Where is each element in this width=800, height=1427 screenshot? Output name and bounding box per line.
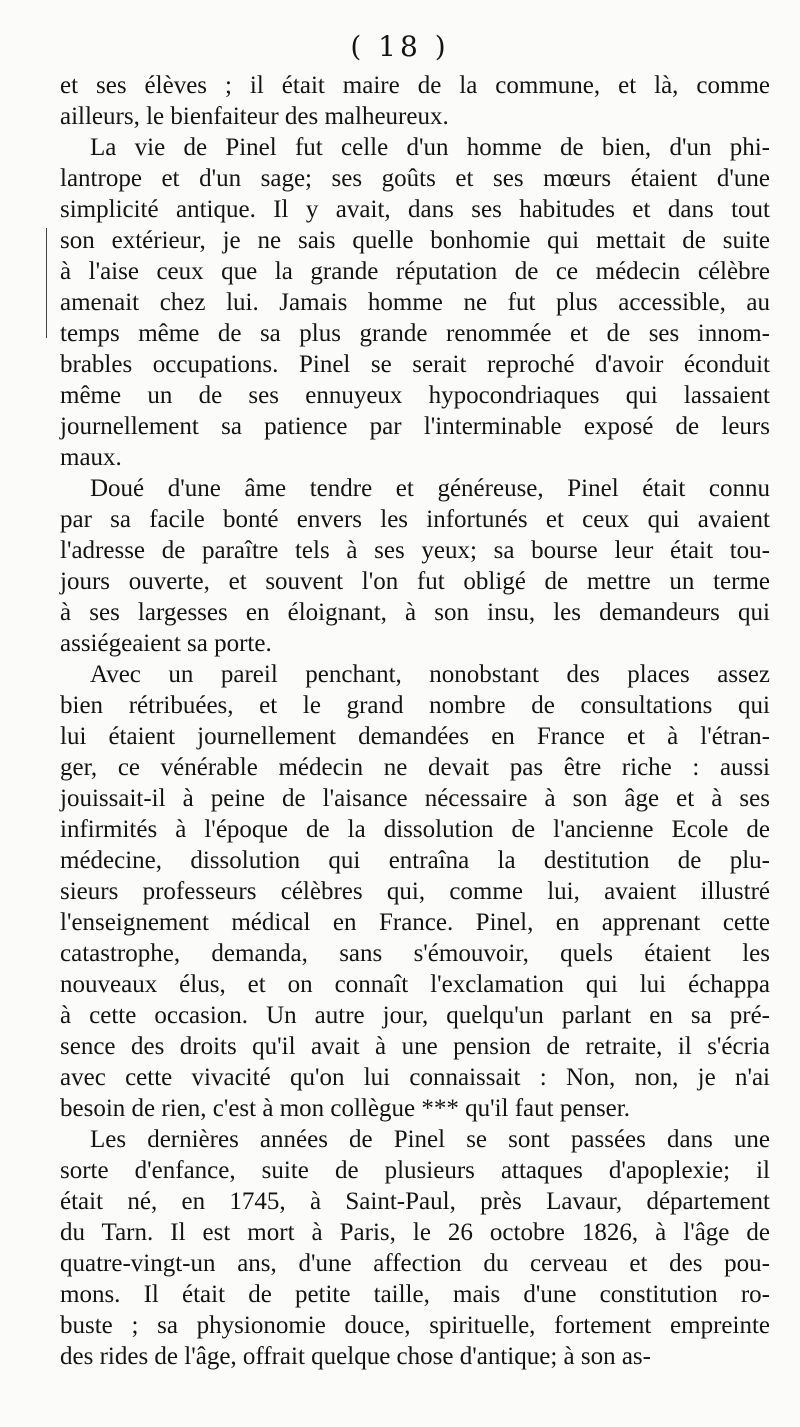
- text-line: lantrope et d'un sage; ses goûts et ses mœurs étaient d'une: [60, 165, 770, 192]
- text-line: maux.: [60, 444, 122, 471]
- text-line: du Tarn. Il est mort à Paris, le 26 octobre 1826, à l'âge de: [60, 1219, 770, 1246]
- text-line: et ses élèves ; il était maire de la commune, et là, comme: [60, 72, 770, 99]
- text-line: à cette occasion. Un autre jour, quelqu'un parlant en sa pré-: [60, 1002, 770, 1029]
- text-line: bien rétribuées, et le grand nombre de consultations qui: [60, 692, 770, 719]
- page-number: ( 18 ): [350, 30, 450, 63]
- text-line: sieurs professeurs célèbres qui, comme lui, avaient illustré: [60, 878, 770, 905]
- paragraph: [60, 659, 770, 1124]
- text-line: avec cette vivacité qu'on lui connaissait : Non, non, je n'ai: [60, 1064, 770, 1091]
- paragraph: [60, 132, 770, 473]
- text-line: même un de ses ennuyeux hypocondriaques qui lassaient: [60, 382, 770, 409]
- text-line: besoin de rien, c'est à mon collègue *** qu'il faut penser.: [60, 1095, 630, 1122]
- text-line: à l'aise ceux que la grande réputation de ce médecin célèbre: [60, 258, 770, 285]
- text-line: quatre-vingt-un ans, d'une affection du cerveau et des pou-: [60, 1250, 770, 1277]
- text-line: temps même de sa plus grande renommée et de ses innom-: [60, 320, 770, 347]
- text-line: Avec un pareil penchant, nonobstant des places assez: [90, 661, 770, 688]
- text-line: simplicité antique. Il y avait, dans ses habitudes et dans tout: [60, 196, 770, 223]
- paragraph: [60, 473, 770, 659]
- text-line: l'adresse de paraître tels à ses yeux; sa bourse leur était tou-: [60, 537, 770, 564]
- text-line: sence des droits qu'il avait à une pension de retraite, il s'écria: [60, 1033, 770, 1060]
- text-line: jouissait-il à peine de l'aisance nécessaire à son âge et à ses: [60, 785, 770, 812]
- body-text: [60, 70, 770, 1372]
- text-line: lui étaient journellement demandées en France et à l'étran-: [60, 723, 770, 750]
- text-line: son extérieur, je ne sais quelle bonhomie qui mettait de suite: [60, 227, 770, 254]
- text-line: ger, ce vénérable médecin ne devait pas être riche : aussi: [60, 754, 770, 781]
- text-line: journellement sa patience par l'interminable exposé de leurs: [60, 413, 770, 440]
- text-line: l'enseignement médical en France. Pinel, en apprenant cette: [60, 909, 770, 936]
- text-line: infirmités à l'époque de la dissolution de l'ancienne Ecole de: [60, 816, 770, 843]
- text-line: nouveaux élus, et on connaît l'exclamation qui lui échappa: [60, 971, 770, 998]
- text-line: catastrophe, demanda, sans s'émouvoir, quels étaient les: [60, 940, 770, 967]
- margin-mark: [46, 228, 47, 338]
- text-line: La vie de Pinel fut celle d'un homme de bien, d'un phi-: [90, 134, 770, 161]
- text-line: mons. Il était de petite taille, mais d'une constitution ro-: [60, 1281, 770, 1308]
- text-line: des rides de l'âge, offrait quelque chose d'antique; à son as-: [60, 1343, 651, 1370]
- text-line: assiégeaient sa porte.: [60, 630, 272, 657]
- text-line: jours ouverte, et souvent l'on fut obligé de mettre un terme: [60, 568, 770, 595]
- text-line: à ses largesses en éloignant, à son insu, les demandeurs qui: [60, 599, 770, 626]
- paragraph: [60, 1124, 770, 1372]
- text-line: médecine, dissolution qui entraîna la destitution de plu-: [60, 847, 770, 874]
- text-line: Les dernières années de Pinel se sont passées dans une: [90, 1126, 770, 1153]
- text-line: ailleurs, le bienfaiteur des malheureux.: [60, 103, 449, 130]
- text-line: sorte d'enfance, suite de plusieurs attaques d'apoplexie; il: [60, 1157, 770, 1184]
- text-line: était né, en 1745, à Saint-Paul, près Lavaur, département: [60, 1188, 770, 1215]
- text-line: brables occupations. Pinel se serait reproché d'avoir éconduit: [60, 351, 770, 378]
- paragraph: [60, 70, 770, 132]
- text-line: buste ; sa physionomie douce, spirituelle, fortement empreinte: [60, 1312, 770, 1339]
- text-line: Doué d'une âme tendre et généreuse, Pinel était connu: [90, 475, 770, 502]
- text-line: amenait chez lui. Jamais homme ne fut plus accessible, au: [60, 289, 770, 316]
- text-line: par sa facile bonté envers les infortunés et ceux qui avaient: [60, 506, 770, 533]
